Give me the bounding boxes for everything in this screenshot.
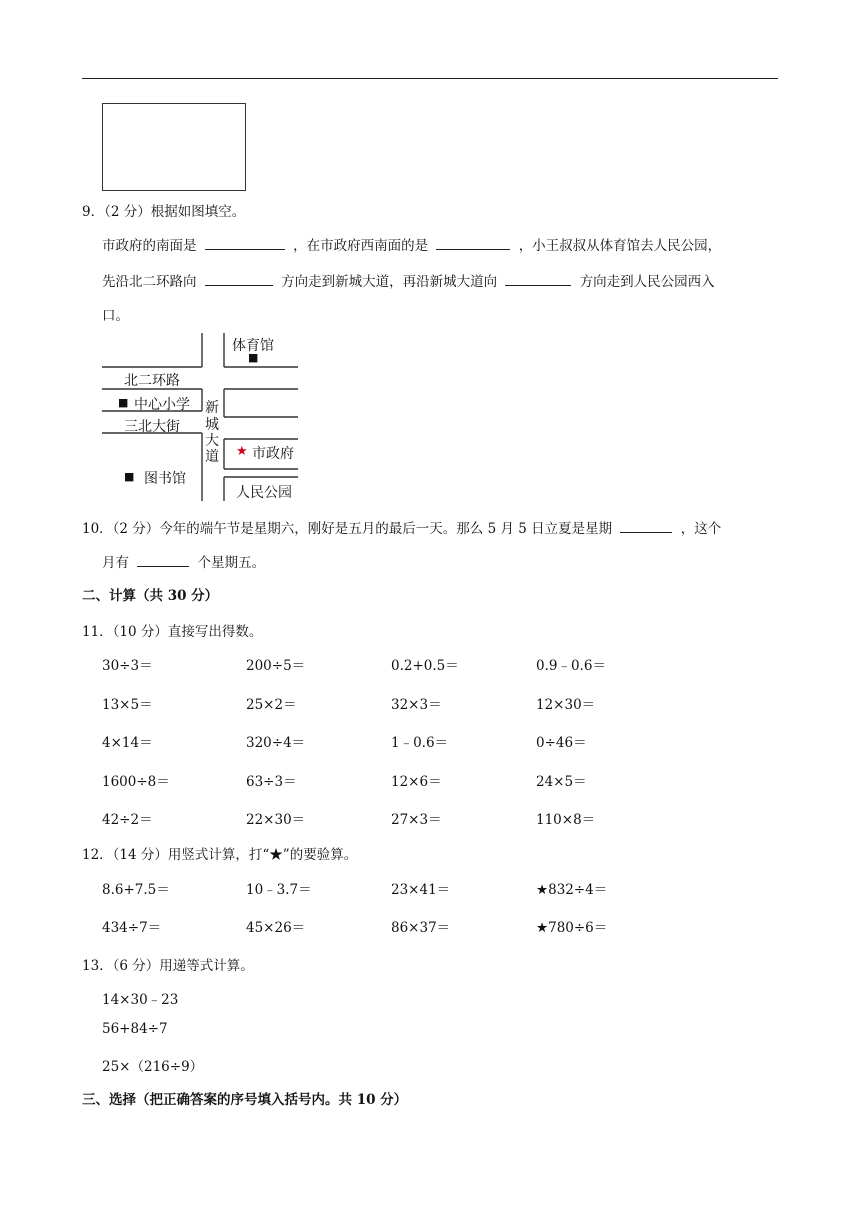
- q12-heading: 12．（14 分）用竖式计算，打“★”的要验算。: [82, 847, 358, 863]
- calc-item: 32×3＝: [391, 696, 442, 713]
- label-renmingongyuan: 人民公园: [236, 485, 292, 501]
- label-xin: 新: [205, 400, 219, 416]
- q9-text: ，在市政府西南面的是: [293, 238, 429, 254]
- calc-item: 200÷5＝: [246, 658, 306, 674]
- answer-blank[interactable]: [137, 554, 189, 567]
- answer-blank[interactable]: [205, 273, 273, 286]
- q13-item: 56+84÷7: [102, 1021, 168, 1037]
- section-3-title: 三、选择（把正确答案的序号填入括号内。共 10 分）: [82, 1092, 408, 1108]
- q11-heading: 11．（10 分）直接写出得数。: [82, 624, 263, 640]
- q9-line-3: 口。: [102, 308, 129, 324]
- calc-item: 86×37＝: [391, 920, 451, 936]
- q10-line-2: [102, 551, 265, 571]
- calc-item: 13×5＝: [102, 696, 153, 713]
- calc-item: 25×2＝: [246, 696, 297, 713]
- label-beierhuanlu: 北二环路: [124, 373, 180, 389]
- calc-item: 1600÷8＝: [102, 773, 170, 790]
- label-tiyuguan: 体育馆: [232, 338, 274, 354]
- calc-item: 12×30＝: [536, 696, 596, 713]
- header-rule: [82, 78, 778, 79]
- q9-line-1: [102, 234, 721, 254]
- q9-text: 先沿北二环路向: [102, 274, 197, 290]
- section-2-title: 二、计算（共 30 分）: [82, 588, 219, 604]
- q13-heading: 13．（6 分）用递等式计算。: [82, 958, 254, 974]
- label-shizhengfu: 市政府: [252, 446, 294, 462]
- q9-text: 市政府的南面是: [102, 238, 197, 254]
- q10-text: ，这个: [680, 521, 722, 537]
- calc-item: 23×41＝: [391, 882, 451, 898]
- answer-blank[interactable]: [505, 273, 571, 286]
- q9-text: 方向走到新城大道，再沿新城大道向: [281, 274, 498, 290]
- label-tushuguan: 图书馆: [144, 471, 186, 487]
- calc-item: 30÷3＝: [102, 658, 153, 674]
- label-dao: 道: [205, 449, 219, 465]
- calc-item: 0.9﹣0.6＝: [536, 658, 606, 674]
- label-da: 大: [205, 433, 219, 449]
- blank-figure-box: [102, 103, 246, 191]
- q13-item: 25×（216÷9）: [102, 1059, 204, 1075]
- calc-item: 12×6＝: [391, 773, 442, 790]
- calc-item: 320÷4＝: [246, 735, 306, 751]
- calc-item: 0÷46＝: [536, 735, 587, 751]
- calc-item: 4×14＝: [102, 735, 153, 751]
- square-icon: ■: [118, 396, 129, 409]
- calc-item: 434÷7＝: [102, 920, 162, 936]
- calc-item: 63÷3＝: [246, 773, 297, 790]
- calc-item: 42÷2＝: [102, 812, 153, 828]
- calc-item: 27×3＝: [391, 812, 442, 828]
- calc-item: 10﹣3.7＝: [246, 882, 312, 898]
- label-sanbeidajie: 三北大街: [124, 419, 180, 435]
- calc-item: 22×30＝: [246, 812, 306, 828]
- q13-item: 14×30﹣23: [102, 992, 179, 1008]
- answer-blank[interactable]: [205, 237, 285, 250]
- star-icon: ★: [236, 444, 248, 459]
- label-cheng: 城: [205, 417, 219, 433]
- city-map: [102, 333, 302, 501]
- calc-item: 1﹣0.6＝: [391, 735, 449, 751]
- calc-item: 110×8＝: [536, 812, 596, 828]
- answer-blank[interactable]: [620, 520, 672, 533]
- q10-text: 月有: [102, 555, 129, 571]
- square-icon: ■: [124, 470, 135, 483]
- q9-line-2: [102, 270, 715, 290]
- square-icon: ■: [248, 351, 259, 364]
- calc-item: ★832÷4＝: [536, 882, 608, 898]
- label-zhongxinxiaoxue: 中心小学: [134, 397, 190, 413]
- q9-text: ，小王叔叔从体育馆去人民公园，: [518, 238, 722, 254]
- answer-blank[interactable]: [436, 237, 510, 250]
- q9-heading: 9．（2 分）根据如图填空。: [82, 204, 246, 220]
- calc-item: 24×5＝: [536, 773, 587, 790]
- q10-line-1: [82, 517, 721, 537]
- calc-item: ★780÷6＝: [536, 920, 608, 936]
- calc-item: 0.2+0.5＝: [391, 658, 459, 674]
- calc-item: 8.6+7.5＝: [102, 882, 170, 898]
- calc-item: 45×26＝: [246, 920, 306, 936]
- q9-text: 方向走到人民公园西入: [579, 274, 715, 290]
- q10-text: 个星期五。: [197, 555, 266, 571]
- q10-text: 10．（2 分）今年的端午节是星期六，刚好是五月的最后一天。那么 5 月 5 日立夏是星期: [82, 521, 613, 537]
